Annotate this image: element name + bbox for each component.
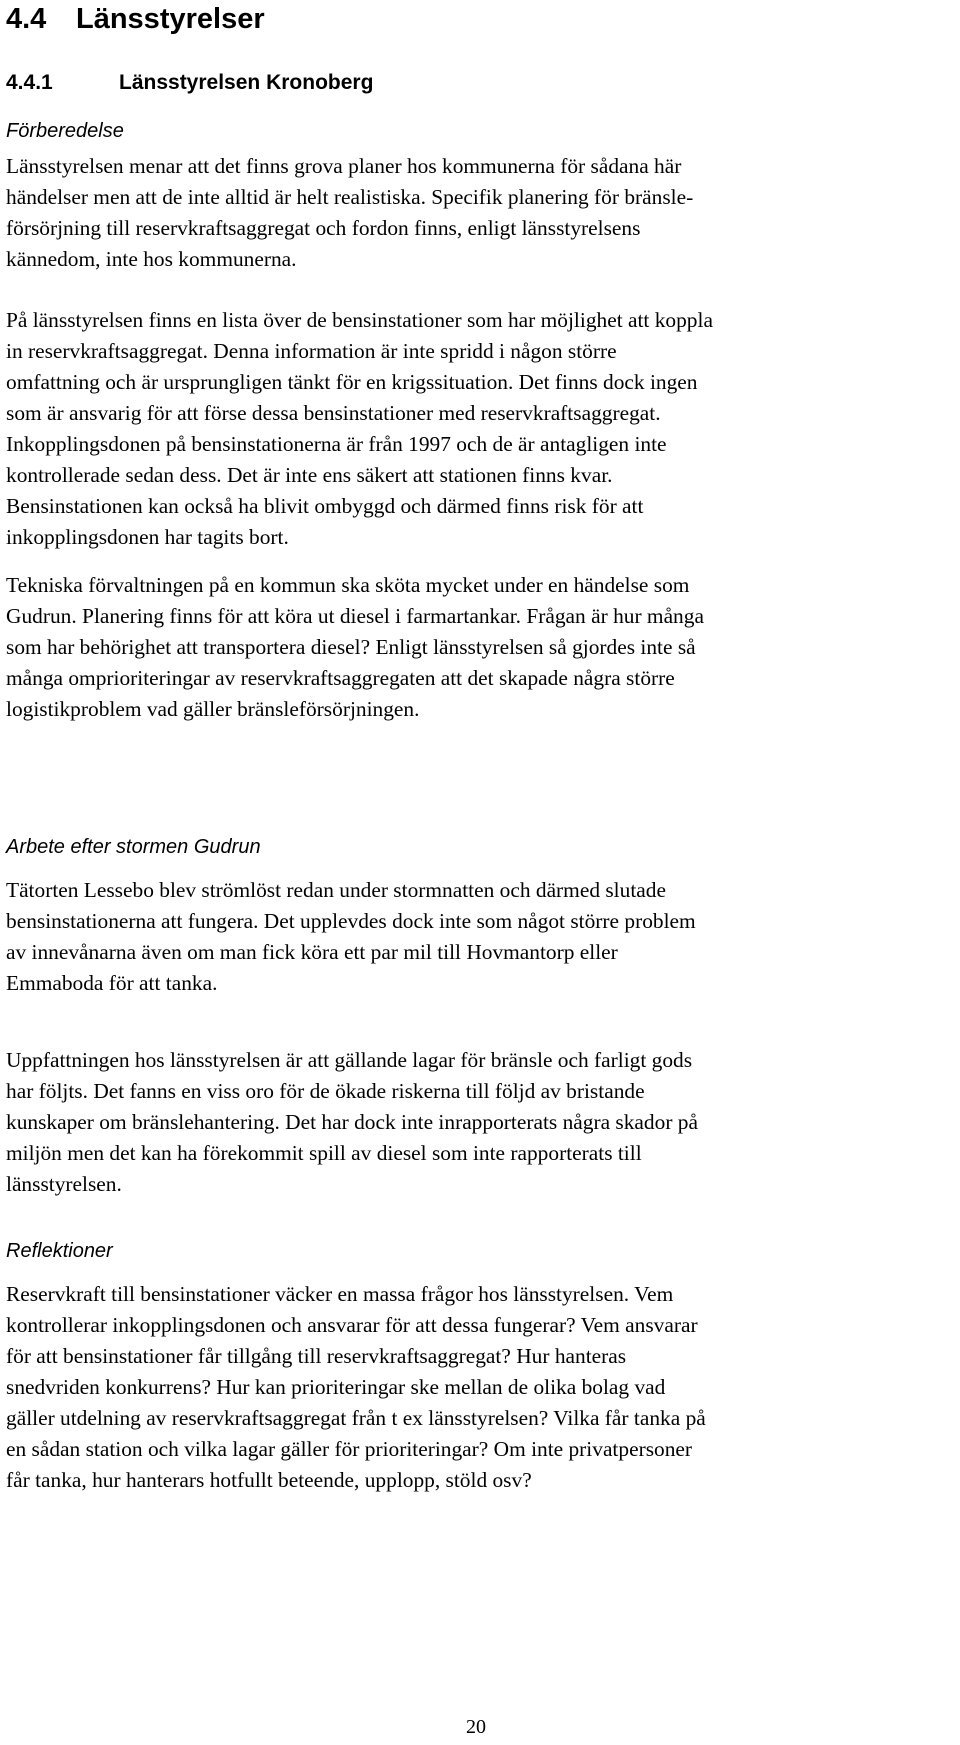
text-line: händelser men att de inte alltid är helt realistiska. Specifik planering för bränsle- bbox=[6, 185, 694, 209]
text-line: gäller utdelning av reservkraftsaggregat från t ex länsstyrelsen? Vilka får tanka på bbox=[6, 1406, 706, 1430]
text-line: en sådan station och vilka lagar gäller för prioriteringar? Om inte privatpersoner bbox=[6, 1437, 693, 1461]
subsection-title-preparation: Förberedelse bbox=[6, 120, 124, 142]
text-line: kontrollerade sedan dess. Det är inte ens säkert att stationen finns kvar. bbox=[6, 463, 613, 487]
text-line: Tekniska förvaltningen på en kommun ska sköta mycket under en händelse som bbox=[6, 573, 690, 597]
text-line: många omprioriteringar av reservkraftsaggregaten att det skapade några större bbox=[6, 666, 675, 690]
section-title: Länsstyrelsen Kronoberg bbox=[119, 71, 374, 94]
paragraph bbox=[6, 1045, 956, 1200]
chapter-title: Länsstyrelser bbox=[76, 3, 265, 35]
paragraph bbox=[6, 151, 956, 275]
text-line: kännedom, inte hos kommunerna. bbox=[6, 247, 297, 271]
paragraph bbox=[6, 570, 956, 725]
subsection-title-reflections: Reflektioner bbox=[6, 1240, 113, 1262]
text-line: Länsstyrelsen menar att det finns grova planer hos kommunerna för sådana här bbox=[6, 154, 682, 178]
text-line: in reservkraftsaggregat. Denna information är inte spridd i någon större bbox=[6, 339, 617, 363]
chapter-heading bbox=[6, 2, 265, 36]
text-line: bensinstationerna att fungera. Det upplevdes dock inte som något större problem bbox=[6, 909, 696, 933]
paragraph bbox=[6, 305, 956, 553]
paragraph bbox=[6, 1279, 956, 1496]
text-line: inkopplingsdonen har tagits bort. bbox=[6, 525, 289, 549]
text-line: snedvriden konkurrens? Hur kan prioriteringar ske mellan de olika bolag vad bbox=[6, 1375, 666, 1399]
subsection-title-work-after-storm: Arbete efter stormen Gudrun bbox=[6, 836, 261, 858]
text-line: logistikproblem vad gäller bränsleförsörjningen. bbox=[6, 697, 420, 721]
paragraph bbox=[6, 875, 956, 999]
text-line: kontrollerar inkopplingsdonen och ansvarar för att dessa fungerar? Vem ansvarar bbox=[6, 1313, 698, 1337]
text-line: av innevånarna även om man fick köra ett par mil till Hovmantorp eller bbox=[6, 940, 618, 964]
text-line: Tätorten Lessebo blev strömlöst redan under stormnatten och därmed slutade bbox=[6, 878, 666, 902]
text-line: Emmaboda för att tanka. bbox=[6, 971, 218, 995]
section-heading bbox=[6, 70, 373, 96]
text-line: Uppfattningen hos länsstyrelsen är att gällande lagar för bränsle och farligt gods bbox=[6, 1048, 693, 1072]
text-line: kunskaper om bränslehantering. Det har dock inte inrapporterats några skador på bbox=[6, 1110, 698, 1134]
page-number: 20 bbox=[466, 1716, 486, 1738]
chapter-number: 4.4 bbox=[6, 3, 47, 35]
text-line: har följts. Det fanns en viss oro för de ökade riskerna till följd av bristande bbox=[6, 1079, 645, 1103]
text-line: för att bensinstationer får tillgång till reservkraftsaggregat? Hur hanteras bbox=[6, 1344, 627, 1368]
text-line: Inkopplingsdonen på bensinstationerna är från 1997 och de är antagligen inte bbox=[6, 432, 667, 456]
text-line: länsstyrelsen. bbox=[6, 1172, 122, 1196]
text-line: miljön men det kan ha förekommit spill av diesel som inte rapporterats till bbox=[6, 1141, 642, 1165]
text-line: Gudrun. Planering finns för att köra ut diesel i farmartankar. Frågan är hur många bbox=[6, 604, 704, 628]
text-line: som är ansvarig för att förse dessa bensinstationer med reservkraftsaggregat. bbox=[6, 401, 661, 425]
text-line: får tanka, hur hanterars hotfullt beteende, upplopp, stöld osv? bbox=[6, 1468, 532, 1492]
text-line: På länsstyrelsen finns en lista över de bensinstationer som har möjlighet att koppla bbox=[6, 308, 713, 332]
section-number: 4.4.1 bbox=[6, 71, 53, 94]
text-line: Reservkraft till bensinstationer väcker en massa frågor hos länsstyrelsen. Vem bbox=[6, 1282, 674, 1306]
text-line: som har behörighet att transportera diesel? Enligt länsstyrelsen så gjordes inte så bbox=[6, 635, 696, 659]
text-line: Bensinstationen kan också ha blivit ombyggd och därmed finns risk för att bbox=[6, 494, 644, 518]
text-line: omfattning och är ursprungligen tänkt för en krigssituation. Det finns dock ingen bbox=[6, 370, 698, 394]
text-line: försörjning till reservkraftsaggregat och fordon finns, enligt länsstyrelsens bbox=[6, 216, 641, 240]
